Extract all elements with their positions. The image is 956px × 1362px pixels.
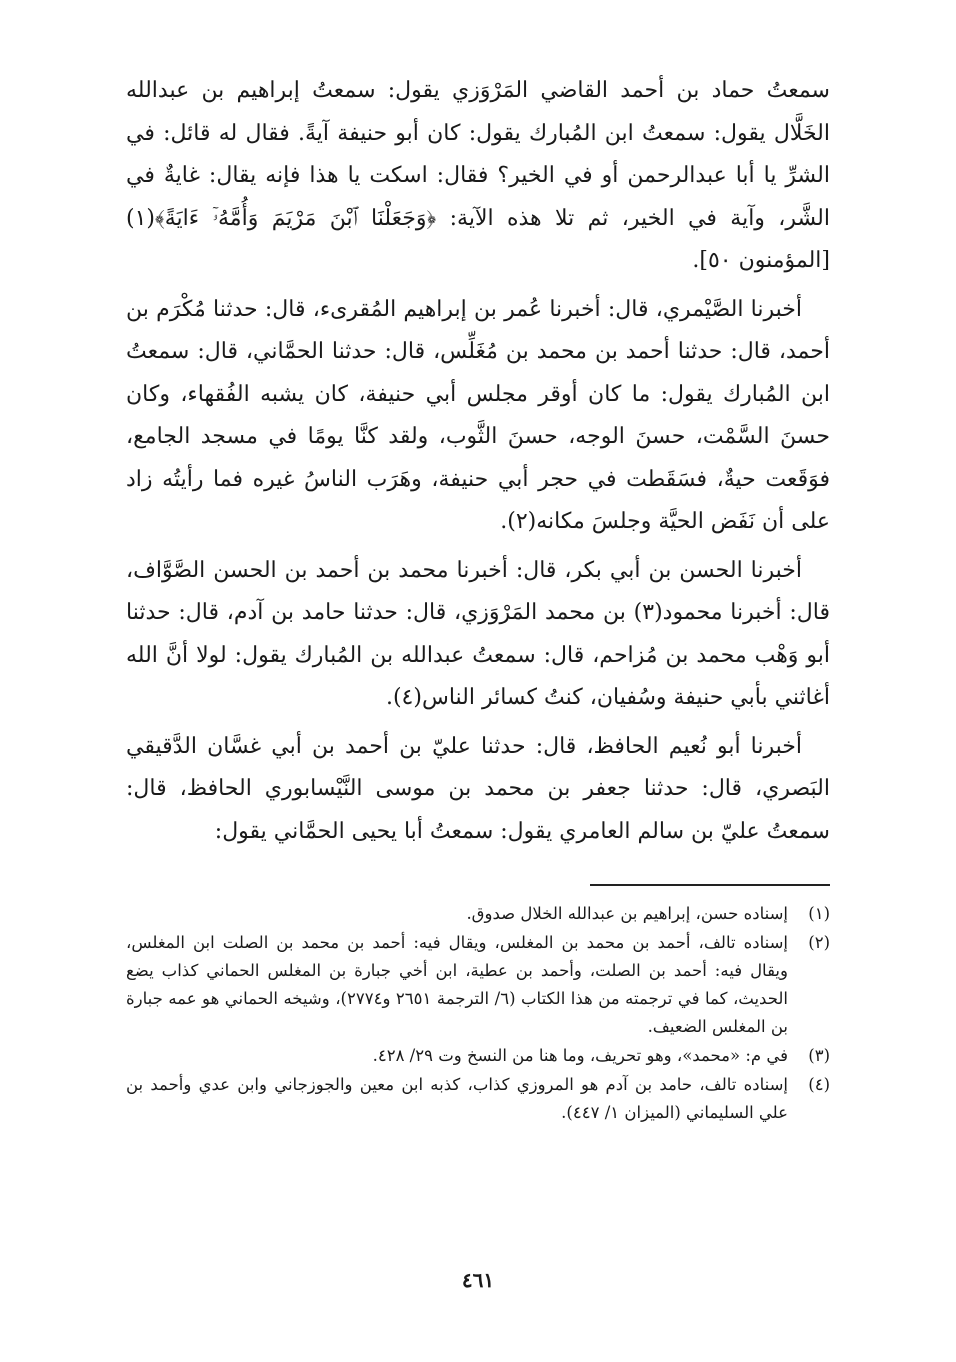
footnote-number: (٣): [808, 1046, 830, 1065]
footnote-2: [126, 929, 830, 1041]
main-text-body: [126, 70, 830, 859]
page-number: ٤٦١: [461, 1268, 495, 1292]
footnote-1: [126, 900, 830, 928]
footnote-number: (٤): [808, 1075, 830, 1094]
paragraph-4: أخبرنا أبو نُعيم الحافظ، قال: حدثنا عليّ بن أحمد بن أبي غسَّان الدَّقيقي البَصري، قال: حدثنا جعفر بن محمد بن موسى النَّيْسابوري الحافظ، قال: سمعتُ عليّ بن سالم العامري يقول: سمعتُ أبا يحيى الحمَّاني يقول:: [126, 733, 830, 844]
footnote-text: إسناده تالف، حامد بن آدم هو المروزي كذاب، كذبه ابن معين والجوزجاني وابن عدي وأحمد بن علي السليماني (الميزان ١/ ٤٤٧).: [126, 1075, 788, 1122]
footnote-4: [126, 1071, 830, 1127]
footnote-text: إسناده تالف، أحمد بن محمد بن المغلس، ويقال فيه: أحمد بن محمد بن الصلت ابن المغلس، ويقال فيه: أحمد بن الصلت، وأحمد بن عطية، ابن أخي جبارة بن المغلس الحماني كذاب يضع الحديث، كما في ترجمته من هذا الكتاب (٦/ الترجمة ٢٦٥١ و٢٧٧٤)، وشيخه الحماني هو عمه جبارة بن المغلس الضعيف.: [126, 933, 788, 1036]
footnote-text: في م: «محمد»، وهو تحريف، وما هنا من النسخ وت ٢٩/ ٤٢٨.: [372, 1046, 788, 1065]
paragraph-1: سمعتُ حماد بن أحمد القاضي المَرْوَزي يقول: سمعتُ إبراهيم بن عبدالله الخَلَّال يقول: سمعتُ ابن المُبارك يقول: كان أبو حنيفة آيةً. فقال له قائل: في الشرِّ يا أبا عبدالرحمن أو في الخير؟ فقال: اسكت يا هذا فإنه يقال: غايةٌ في الشَّر، وآية في الخير، ثم تلا هذه الآية: ﴿وَجَعَلْنَا ٱبْنَ مَرْيَمَ وَأُمَّهُۥٓ ءَايَةً﴾(١) [المؤمنون ٥٠].: [126, 78, 830, 273]
footnote-3: [126, 1042, 830, 1070]
paragraph-2: أخبرنا الصَّيْمري، قال: أخبرنا عُمر بن إبراهيم المُقرىء، قال: حدثنا مُكْرَم بن أحمد، قال: حدثنا أحمد بن محمد بن مُغَلِّس، قال: حدثنا الحمَّاني، قال: سمعتُ ابن المُبارك يقول: ما كان أوقر مجلس أبي حنيفة، كان يشبه الفُقهاء، وكان حسنَ السَّمْت، حسنَ الوجه، حسنَ الثَّوب، ولقد كنَّا يومًا في مسجد الجامع، فوَقَعت حيةٌ، فسَقَطت في حجر أبي حنيفة، وهَرَب الناسُ غيره فما رأيتُه زاد على أن نَفَض الحيَّة وجلسَ مكانه(٢).: [126, 296, 830, 534]
paragraph-3: أخبرنا الحسن بن أبي بكر، قال: أخبرنا محمد بن أحمد بن الحسن الصَّوَّاف، قال: أخبرنا محمود(٣) بن محمد المَرْوَزي، قال: حدثنا حامد بن آدم، قال: حدثنا أبو وَهْب محمد بن مُزاحم، قال: سمعتُ عبدالله بن المُبارك يقول: لولا أنَّ الله أغاثني بأبي حنيفة وسُفيان، كنتُ كسائر الناس(٤).: [126, 557, 830, 710]
footnote-number: (١): [808, 904, 830, 923]
footnote-text: إسناده حسن، إبراهيم بن عبدالله الخلال صدوق.: [466, 904, 788, 923]
footnote-divider: [590, 884, 830, 886]
footnote-number: (٢): [808, 933, 830, 952]
footnotes: [126, 900, 830, 1128]
